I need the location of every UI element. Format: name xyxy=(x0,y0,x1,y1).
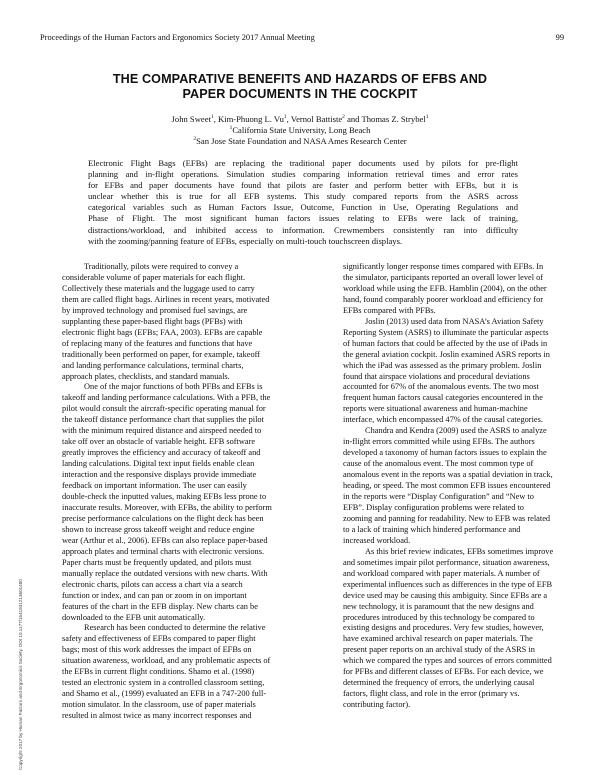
text-line: by improved technology and promised fuel savings, are xyxy=(62,305,248,315)
text-line: procedures introduced by this technology be compared to xyxy=(343,612,535,622)
text-line: of human factors that could be affected by the use of iPads in xyxy=(343,338,548,348)
text-line: Joslin (2013) used data from NASA’s Aviation Safety xyxy=(365,316,544,326)
affiliation-1 xyxy=(40,125,560,136)
affiliation-2 xyxy=(40,136,560,147)
text-line: downloaded to the EFB unit automatically. xyxy=(62,612,206,622)
text-line: present paper reports on an archival study of the ASRS in xyxy=(343,645,535,655)
text-line: Paper charts must be frequently updated, and pilots must xyxy=(62,557,252,567)
text-line: in the reports were “Display Configuration” and “New to xyxy=(343,492,534,502)
running-header xyxy=(40,33,564,42)
page-number: 99 xyxy=(555,33,564,42)
paper-title xyxy=(50,72,550,102)
text-line: with the minimum required distance and airspeed needed to xyxy=(62,426,262,436)
author-conjunction: and xyxy=(347,114,360,124)
text-line: new technology, it is paramount that the new designs and xyxy=(343,601,534,611)
title-line: THE COMPARATIVE BENEFITS AND HAZARDS OF EFBS AND xyxy=(112,72,488,86)
affiliation-marker: 1 xyxy=(210,114,214,121)
text-line: increased workload. xyxy=(343,535,411,545)
text-line: found that airspace violations and procedural deviations xyxy=(343,371,530,381)
text-line: factors, flight class, and role in the error (primary vs. xyxy=(343,689,520,699)
text-line: traditionally been performed on paper, for example, takeoff xyxy=(62,349,261,359)
abstract xyxy=(88,158,518,247)
text-line: interaction and the responsive displays provide immediate xyxy=(62,470,257,480)
text-line: Research has been conducted to determine the relative xyxy=(84,623,266,633)
text-line: for PFBs and different classes of EFBs. For each device, we xyxy=(343,667,544,677)
text-line: heading, or speed. The most common EFB issues encountered xyxy=(343,481,551,491)
affiliation-text: San Jose State Foundation and NASA Ames Research Center xyxy=(196,136,407,146)
text-line: bags; most of this work addresses the impact of EFBs on xyxy=(62,645,252,655)
text-line: to a lack of training which hindered performance and xyxy=(343,524,521,534)
text-line: approach plates and terminal charts with electronic versions. xyxy=(62,546,265,556)
text-line: approach plates, checklists, and standard manuals. xyxy=(62,371,230,381)
text-line: double-check the inputted values, making EFBs less prone to xyxy=(62,492,267,502)
text-line: considerable volume of paper materials for each flight. xyxy=(62,272,246,282)
text-line: EFB”. Display configuration problems were related to xyxy=(343,502,524,512)
text-line: tested an electronic system in a controlled classroom setting, xyxy=(62,678,265,688)
text-line: features of the chart in the EFB display. New charts can be xyxy=(62,601,258,611)
affiliation-marker: 1 xyxy=(283,114,287,121)
text-line: device used may be causing this ambiguity. Since EFBs are a xyxy=(343,590,548,600)
text-line: supplanting these paper-based flight bags (PFBs) with xyxy=(62,316,243,326)
abstract-line: Phase of Flight. The most significant human factors issues relating to EFBs were lack of training, xyxy=(88,213,518,224)
text-line: landing calculations. Digital text input fields enable clean xyxy=(62,459,255,469)
text-line: frequent human factors causal categories encountered in the xyxy=(343,393,543,403)
affiliation-marker: 1 xyxy=(425,114,429,121)
text-line: have examined archival research on paper materials. The xyxy=(343,634,533,644)
text-line: shown to increase gross takeoff weight and reduce engine xyxy=(62,524,255,534)
text-line: the takeoff distance performance chart that supplies the pilot xyxy=(62,415,264,425)
abstract-line: for EFBs and paper documents have found that pilots are faster and perform better with EFBs, but it is xyxy=(88,180,518,191)
affiliation-marker: 2 xyxy=(193,136,197,143)
text-line: existing designs and procedures. Very few studies, however, xyxy=(343,623,544,633)
text-line: the simulator, participants reported an overall lower level of xyxy=(343,272,544,282)
text-line: and landing performance calculations, terminal charts, xyxy=(62,360,244,370)
text-line: electronic charts, pilots can access a chart via a search xyxy=(62,579,243,589)
text-line: takeoff and landing performance calculations. With a PFB, the xyxy=(62,393,271,403)
text-line: the EFBs in current flight conditions. Shamo et al. (1998) xyxy=(62,667,255,677)
text-line: EFBs compared with PFBs. xyxy=(343,305,436,315)
text-line: resulted in almost twice as many incorrect responses and xyxy=(62,711,252,721)
text-line: greatly improves the efficiency and accuracy of takeoff and xyxy=(62,448,261,458)
text-line: contributing factor). xyxy=(343,700,411,710)
text-line: situation awareness, workload, and any problematic aspects of xyxy=(62,656,271,666)
author-list: John Sweet$^1$, Kim-Phuong L. Vu$^1$, Vernol Battiste$^2$ and Thomas Z. Strybel$^1$ xyxy=(171,114,429,124)
text-line: developed a taxonomy of human factors issues to explain the xyxy=(343,448,547,458)
author-name: Vernol Battiste xyxy=(290,114,343,124)
abstract-line: categorical variables such as Human Factors Issue, Outcome, Function in Use, Operating Regulations and xyxy=(88,202,518,213)
text-line: manually replace the outdated versions with new charts. With xyxy=(62,568,268,578)
text-line: them are called flight bags. Airlines in recent years, motivated xyxy=(62,294,270,304)
text-line: inaccurate results. Moreover, with EFBs, the ability to perform xyxy=(62,502,272,512)
text-line: cause of the anomalous event. The most common type of xyxy=(343,459,534,469)
author-block xyxy=(40,114,560,147)
text-line: interface, which encompassed 47% of the causal categories. xyxy=(343,415,543,425)
affiliation-marker: 2 xyxy=(342,114,345,121)
text-line: Reporting System (ASRS) to illuminate the particular aspects xyxy=(343,327,549,337)
text-line: determined the frequency of errors, the underlying causal xyxy=(343,678,535,688)
text-line: take off over an obstacle of variable height. EFB software xyxy=(62,437,256,447)
abstract-line: with the zooming/panning feature of EFBs, especially on multi-touch touchscreen displays. xyxy=(88,235,403,246)
right-column xyxy=(343,262,581,711)
text-line: the general aviation cockpit. Joslin examined ASRS reports in xyxy=(343,349,550,359)
text-line: hand, found comparably poorer workload and efficiency for xyxy=(343,294,544,304)
text-line: Chandra and Kendra (2009) used the ASRS to analyze xyxy=(365,426,547,436)
affiliation-marker: 1 xyxy=(229,125,233,132)
text-line: in-flight errors committed while using EFBs. The authors xyxy=(343,437,535,447)
author-name: John Sweet xyxy=(171,114,211,124)
text-line: Traditionally, pilots were required to convey a xyxy=(84,262,239,271)
text-line: precise performance calculations on the flight deck has been xyxy=(62,513,264,523)
text-line: significantly longer response times compared with EFBs. In xyxy=(343,262,544,271)
author-name: Kim-Phuong L. Vu xyxy=(217,114,284,124)
author-name: Thomas Z. Strybel xyxy=(361,114,426,124)
text-line: accounted for 67% of the anomalous events. The two most xyxy=(343,382,539,392)
abstract-line: Electronic Flight Bags (EFBs) are replacing the traditional paper documents used by pilots for pre-flight xyxy=(88,158,518,168)
text-line: feedback on important information. The user can easily xyxy=(62,481,247,491)
text-line: which the iPad was assessed as the primary problem. Joslin xyxy=(343,360,542,370)
text-line: reports were situational awareness and human-machine xyxy=(343,404,528,414)
proceedings-title: Proceedings of the Human Factors and Ergonomics Society 2017 Annual Meeting xyxy=(40,33,315,42)
abstract-line: planning and in-flight operations. Simulation studies comparing information retrieval times and error rates xyxy=(88,169,518,180)
text-line: safety and effectiveness of EFBs compared to paper flight xyxy=(62,634,256,644)
text-line: experimental influences such as differences in the type of EFB xyxy=(343,579,553,589)
text-line: workload while using the EFB. Hamblin (2004), on the other xyxy=(343,283,547,293)
abstract-line: distractions/workload, and inhibited access to information. Crewmembers consistently ran into difficulty xyxy=(88,224,518,235)
text-line: electronic flight bags (EFBs; FAA, 2003). EFBs are capable xyxy=(62,327,263,337)
text-line: and sometimes impair pilot performance, situation awareness, xyxy=(343,557,550,567)
text-line: function or index, and can pan or zoom in on important xyxy=(62,590,247,600)
text-line: wear (Arthur et al., 2006). EFBs can also replace paper-based xyxy=(62,535,268,545)
text-line: anomalous event in the reports was a spatial deviation in track, xyxy=(343,470,553,480)
text-line: motion simulator. In the classroom, use of paper materials xyxy=(62,700,256,710)
text-line: As this brief review indicates, EFBs sometimes improve xyxy=(365,546,554,556)
text-line: which we compared the types and sources of errors committed xyxy=(343,656,552,666)
text-line: of replacing many of the features and functions that have xyxy=(62,338,253,348)
text-line: One of the major functions of both PFBs and EFBs is xyxy=(84,382,263,392)
text-line: and workload compared with paper materials. A number of xyxy=(343,568,540,578)
text-line: zooming and panning for readability. New to EFB was related xyxy=(343,513,551,523)
copyright-sidebar: Copyright 2017 by Human Factors and Ergonomics Society. DOI 10.1177/1541931213601480 xyxy=(18,579,23,770)
text-line: and Shamo et al., (1999) evaluated an EFB in a 747-200 full- xyxy=(62,689,267,699)
text-line: pilot would consult the aircraft-specific operating manual for xyxy=(62,404,266,414)
affiliation-text: California State University, Long Beach xyxy=(232,125,371,135)
left-column xyxy=(62,262,302,722)
title-line: PAPER DOCUMENTS IN THE COCKPIT xyxy=(182,87,418,101)
abstract-line: unclear whether this is true for all EFB systems. This study compared reports from the ASRS across xyxy=(88,191,518,202)
text-line: Collectively these materials and the luggage used to carry xyxy=(62,283,255,293)
